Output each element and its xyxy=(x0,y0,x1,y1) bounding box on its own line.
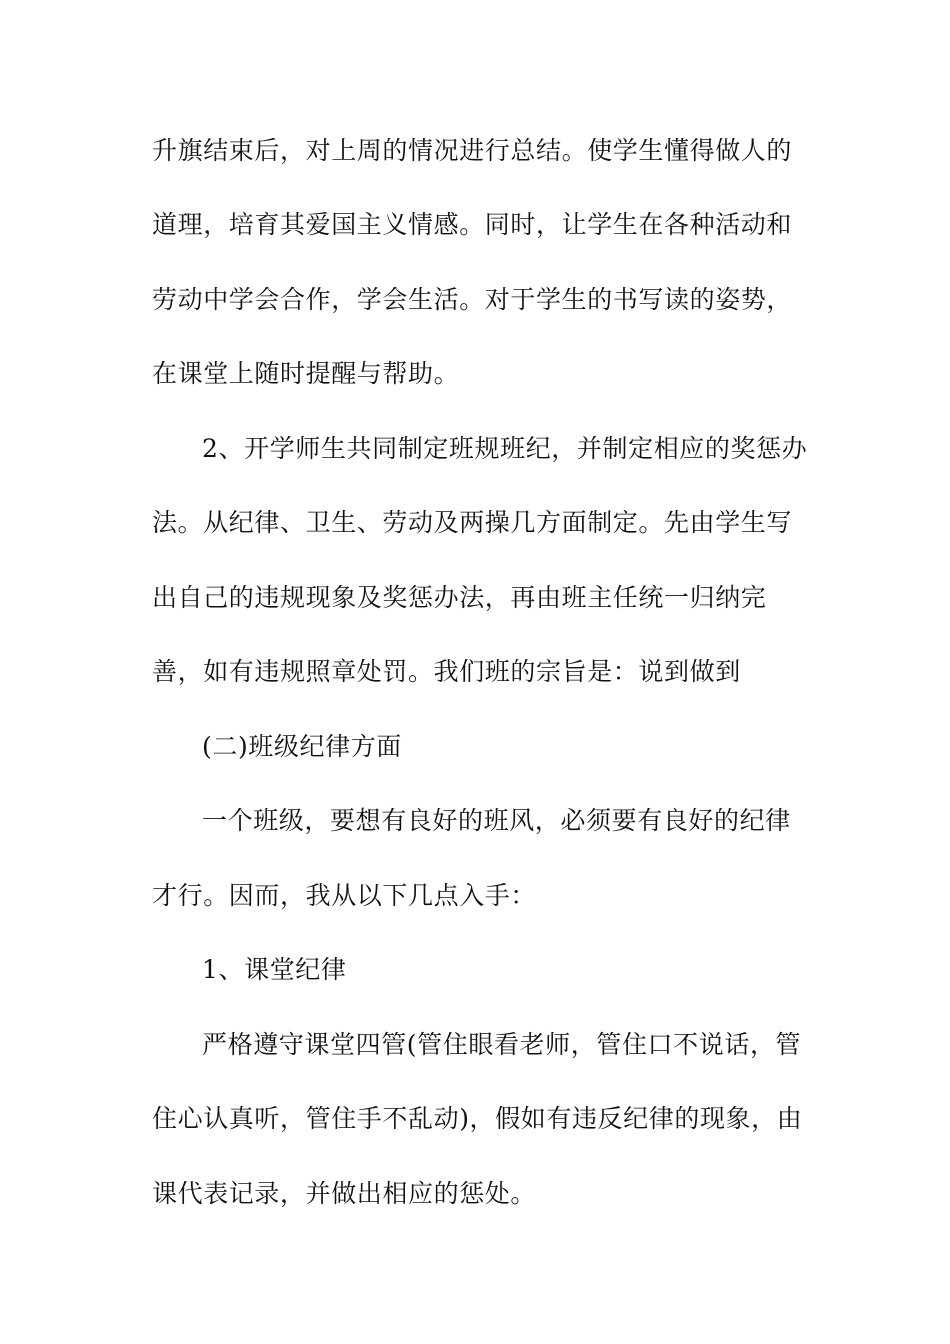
paragraph-first-line: 2、开学师生共同制定班规班纪，并制定相应的奖惩办 xyxy=(202,434,808,463)
text-line: 出自己的违规现象及奖惩办法，再由班主任统一归纳完 xyxy=(152,583,767,612)
text-line: 才行。因而，我从以下几点入手： xyxy=(152,881,537,910)
text-line: 善，如有违规照章处罚。我们班的宗旨是：说到做到 xyxy=(152,657,741,686)
text-line: 课代表记录，并做出相应的惩处。 xyxy=(152,1179,537,1208)
text-line: 在课堂上随时提醒与帮助。 xyxy=(152,359,460,388)
text-line: 住心认真听，管住手不乱动)，假如有违反纪律的现象，由 xyxy=(152,1104,803,1133)
section-heading: (二)班级纪律方面 xyxy=(202,732,402,761)
paragraph-first-line: 严格遵守课堂四管(管住眼看老师，管住口不说话，管 xyxy=(202,1030,802,1059)
text-line: 法。从纪律、卫生、劳动及两操几方面制定。先由学生写 xyxy=(152,508,793,537)
subsection-heading: 1、课堂纪律 xyxy=(202,955,347,984)
paragraph-first-line: 一个班级，要想有良好的班风，必须要有良好的纪律 xyxy=(202,806,791,835)
text-line: 升旗结束后，对上周的情况进行总结。使学生懂得做人的 xyxy=(152,136,793,165)
text-line: 劳动中学会合作，学会生活。对于学生的书写读的姿势， xyxy=(152,285,793,314)
text-line: 道理，培育其爱国主义情感。同时，让学生在各种活动和 xyxy=(152,210,793,239)
